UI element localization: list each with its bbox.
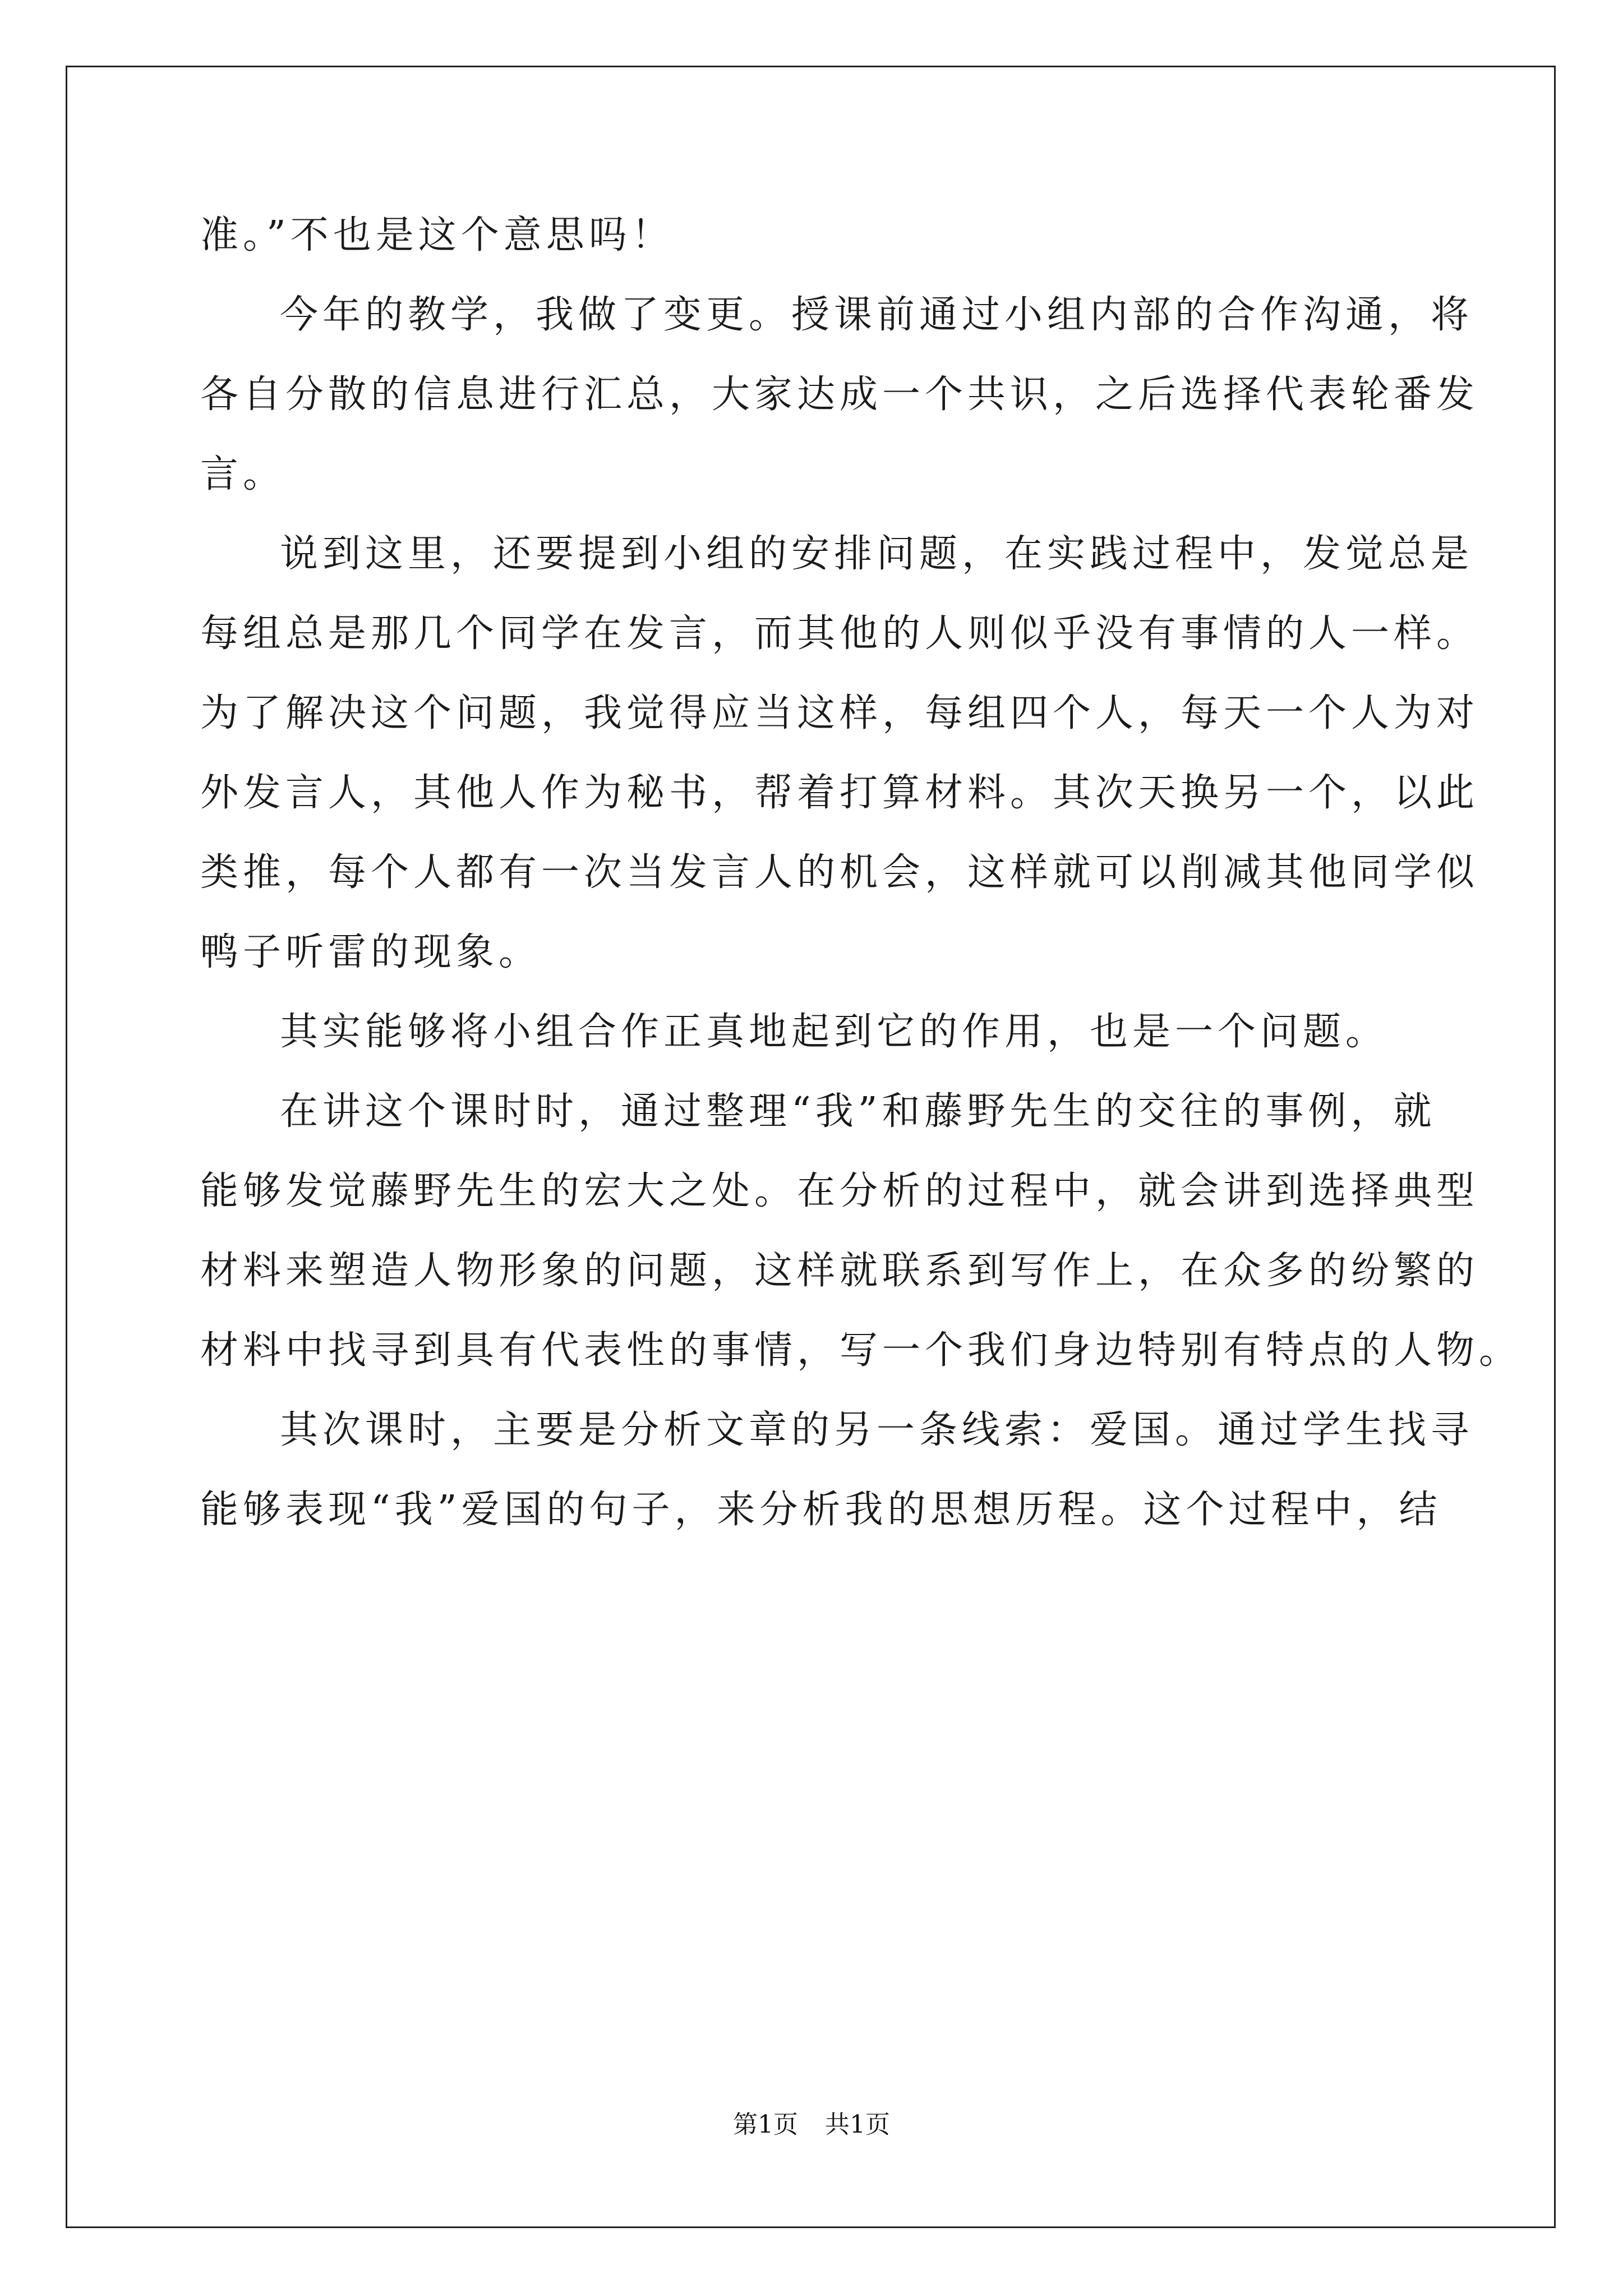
- text-line: 材料来塑造人物形象的问题，这样就联系到写作上，在众多的纷繁的: [200, 1249, 1479, 1293]
- text-line: 能够表现“我”爱国的句子，来分析我的思想历程。这个过程中，结: [200, 1488, 1442, 1532]
- text-line: 各自分散的信息进行汇总，大家达成一个共识，之后选择代表轮番发: [200, 372, 1479, 417]
- text-line: 能够发觉藤野先生的宏大之处。在分析的过程中，就会讲到选择典型: [200, 1169, 1479, 1213]
- paragraph-first-line: 在讲这个课时时，通过整理“我”和藤野先生的交往的事例，就: [280, 1089, 1436, 1134]
- text-line: 言。: [200, 452, 286, 496]
- page-footer: [0, 2108, 1623, 2142]
- paragraph-first-line: 其次课时，主要是分析文章的另一条线索：爱国。通过学生找寻: [280, 1408, 1474, 1452]
- paragraph-first-line: 其实能够将小组合作正真地起到它的作用，也是一个问题。: [280, 1010, 1389, 1054]
- page-total: 共1页: [825, 2110, 890, 2139]
- text-line: 准。”不也是这个意思吗！: [200, 213, 674, 257]
- text-line: 鸭子听雷的现象。: [200, 930, 542, 974]
- text-line: 每组总是那几个同学在发言，而其他的人则似乎没有事情的人一样。: [200, 611, 1479, 656]
- text-line: 材料中找寻到具有代表性的事情，写一个我们身边特别有特点的人物。: [200, 1328, 1522, 1373]
- text-line: 为了解决这个问题，我觉得应当这样，每组四个人，每天一个人为对: [200, 691, 1479, 735]
- paragraph-first-line: 今年的教学，我做了变更。授课前通过小组内部的合作沟通，将: [280, 293, 1474, 337]
- paragraph-first-line: 说到这里，还要提到小组的安排问题，在实践过程中，发觉总是: [280, 532, 1474, 576]
- page-number: 第1页: [733, 2110, 798, 2139]
- text-line: 类推，每个人都有一次当发言人的机会，这样就可以削减其他同学似: [200, 850, 1479, 895]
- text-line: 外发言人，其他人作为秘书，帮着打算材料。其次天换另一个，以此: [200, 771, 1479, 815]
